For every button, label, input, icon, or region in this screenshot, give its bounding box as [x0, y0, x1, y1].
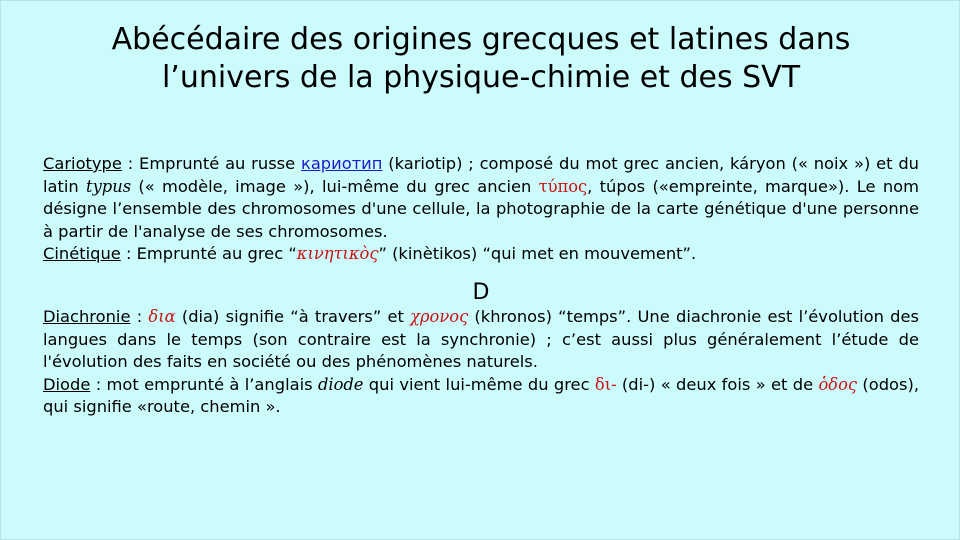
entry-text: : Emprunté au russe — [121, 154, 301, 173]
entry-text: (kariotip) ; composé du mot grec ancien, káryon (« noix ») et du latin — [43, 154, 919, 196]
term-diode: Diode — [43, 374, 91, 394]
term-cariotype: Cariotype — [43, 154, 122, 173]
greek-word: κινητικὸς — [296, 244, 379, 264]
entry-diachronie — [43, 306, 919, 374]
greek-word: δια — [148, 306, 176, 326]
term-cinetique: Cinétique — [43, 244, 121, 264]
latin-word: diode — [317, 374, 364, 394]
term-diachronie: Diachronie — [43, 306, 131, 326]
entry-text: qui vient lui-même du grec — [363, 374, 595, 394]
entry-text: : mot emprunté à l’anglais — [90, 374, 318, 394]
entry-text: : Emprunté au grec “ — [120, 244, 297, 264]
entry-text: (« modèle, image »), lui-même du grec ancien — [131, 176, 539, 196]
russian-word-link[interactable]: кариотип — [301, 154, 383, 173]
entry-text: : — [130, 306, 149, 326]
entry-text: , túpos («empreinte, marque»). Le nom désigne l’ensemble des chromosomes d'une cellule, la photographie de la carte génétique d'une personne à partir de l'analyse de ses chromosomes. — [43, 176, 920, 241]
entry-text: ” (kinètikos) “qui met en mouvement”. — [378, 244, 697, 264]
title-line-1: Abécédaire des origines grecques et latines dans — [111, 22, 851, 57]
entry-text: (odos), qui signifie «route, chemin ». — [43, 374, 920, 417]
greek-word: ὁδος — [818, 374, 858, 394]
page-title — [41, 21, 921, 97]
entry-cariotype — [43, 153, 919, 243]
entry-text: (di-) « deux fois » et de — [616, 374, 819, 394]
entry-text: (khronos) “temps”. Une diachronie est l’évolution des langues dans le temps (son contraire est la synchronie) ; c’est aussi plus généralement l’étude de l'évolution des faits en société ou des phénomènes naturels. — [43, 306, 919, 372]
entry-cinetique — [43, 243, 919, 266]
section-letter-d: D — [472, 279, 490, 305]
title-line-2: l’univers de la physique-chimie et des SVT — [161, 60, 801, 95]
latin-word: typus — [86, 176, 132, 196]
greek-word: τύπος — [538, 176, 588, 196]
greek-word: δι- — [594, 374, 617, 394]
entry-diode — [43, 374, 919, 419]
greek-word: χρονος — [410, 306, 469, 326]
entry-text: (dia) signifie “à travers” et — [175, 306, 411, 326]
glossary-body — [43, 153, 919, 419]
